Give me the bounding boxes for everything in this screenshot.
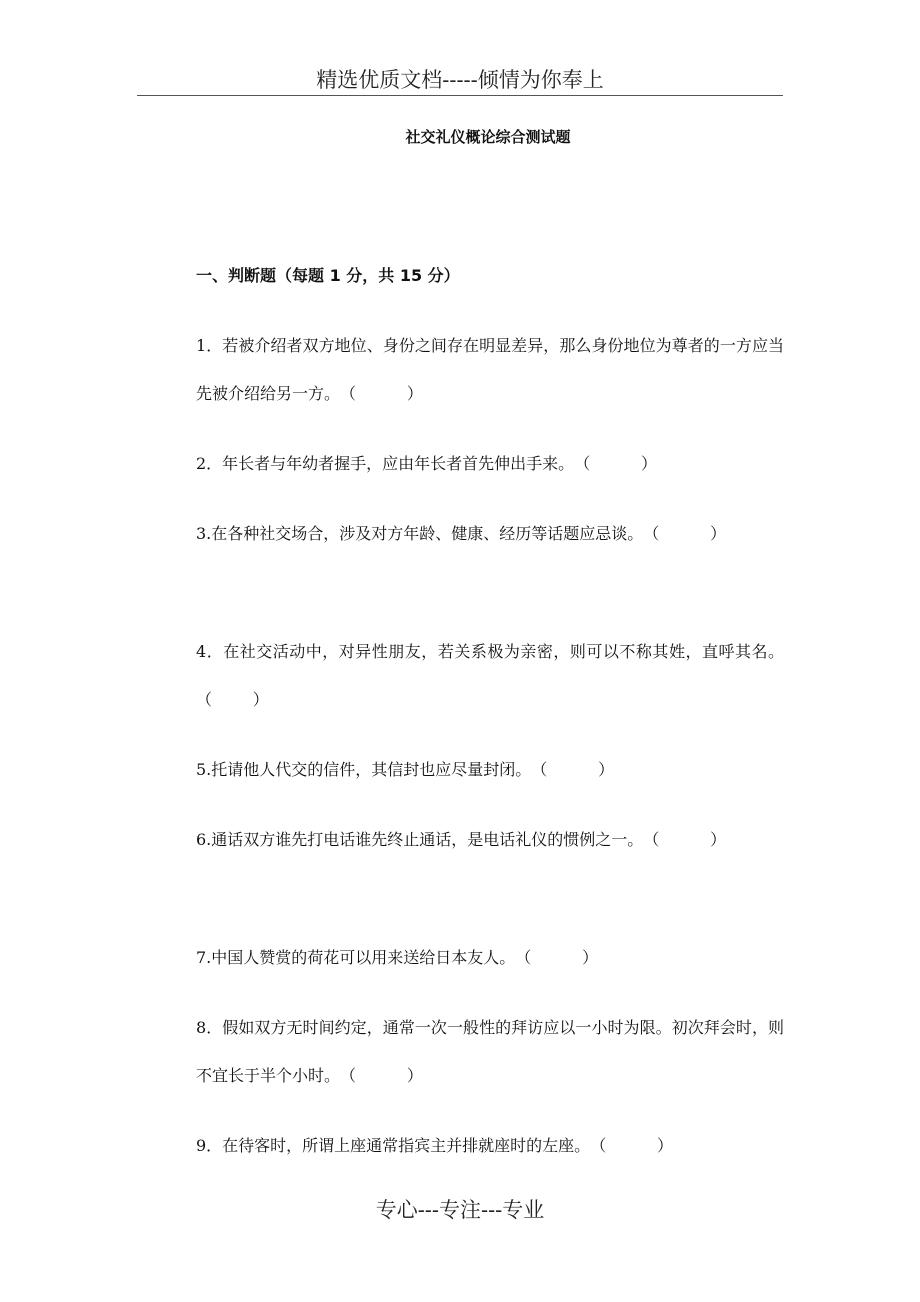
answer-blank: （ ） <box>340 1066 423 1085</box>
question-text: 4．在社交活动中，对异性朋友，若关系极为亲密，则可以不称其姓，直呼其名。 <box>196 642 784 661</box>
question-text: 8．假如双方无时间约定，通常一次一般性的拜访应以一小时为限。初次拜会时，则不宜长于半个小时。 <box>196 1018 784 1085</box>
question-item <box>196 628 784 724</box>
page-footer: 专心---专注---专业 <box>375 1198 545 1222</box>
question-text: 7.中国人赞赏的荷花可以用来送给日本友人。 <box>196 948 516 967</box>
question-text: 6.通话双方谁先打电话谁先终止通话，是电话礼仪的惯例之一。 <box>196 830 644 849</box>
question-text: 1．若被介绍者双方地位、身份之间存在明显差异，那么身份地位为尊者的一方应当先被介绍给另一方。 <box>196 336 784 403</box>
question-item <box>196 934 784 982</box>
question-text: 9．在待客时，所谓上座通常指宾主并排就座时的左座。 <box>196 1136 591 1155</box>
question-item <box>196 510 784 558</box>
answer-blank: （ ） <box>643 830 727 849</box>
section-heading: 一、判断题（每题 1 分，共 15 分） <box>196 266 460 285</box>
answer-blank: （ ） <box>574 454 658 473</box>
question-item <box>196 746 784 794</box>
question-item <box>196 816 784 864</box>
answer-blank: （ ） <box>196 690 269 709</box>
question-item <box>196 322 784 418</box>
answer-blank: （ ） <box>340 384 423 403</box>
answer-blank: （ ） <box>515 948 599 967</box>
question-item <box>196 1004 784 1100</box>
question-text: 3.在各种社交场合，涉及对方年龄、健康、经历等话题应忌谈。 <box>196 524 644 543</box>
question-text: 2．年长者与年幼者握手，应由年长者首先伸出手来。 <box>196 454 575 473</box>
answer-blank: （ ） <box>531 760 615 779</box>
answer-blank: （ ） <box>590 1136 674 1155</box>
question-text: 5.托请他人代交的信件，其信封也应尽量封闭。 <box>196 760 532 779</box>
header-divider <box>137 95 783 96</box>
question-item <box>196 1122 784 1170</box>
document-title: 社交礼仪概论综合测试题 <box>405 128 571 146</box>
page-header: 精选优质文档-----倾情为你奉上 <box>316 68 604 92</box>
answer-blank: （ ） <box>643 524 727 543</box>
question-item <box>196 440 784 488</box>
